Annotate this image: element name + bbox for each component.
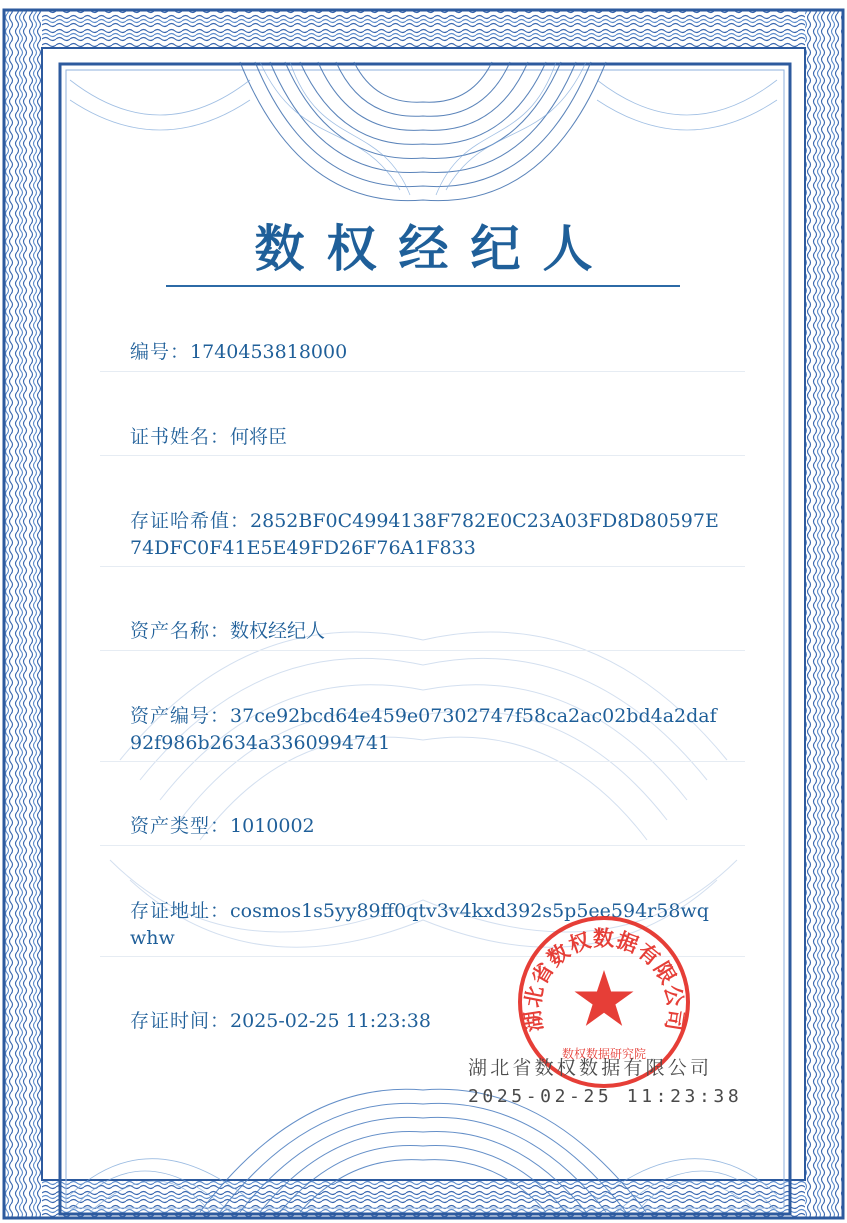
issuer-name: 湖北省数权数据有限公司 xyxy=(468,1057,713,1079)
seal-star-icon xyxy=(575,970,634,1026)
field-label: 证书姓名 ： xyxy=(130,426,230,448)
field-label: 资产编号 ： xyxy=(130,705,230,727)
field-asset-id xyxy=(130,703,720,757)
field-hash xyxy=(130,508,720,562)
issue-date: 2025-02-25 11:23:38 xyxy=(468,1086,743,1107)
field-label: 资产类型 ： xyxy=(130,815,230,837)
field-value: 37ce92bcd64e459e07302747f58ca2ac02bd4a2daf92f986b2634a3360994741 xyxy=(130,705,717,754)
title-underline xyxy=(166,285,680,287)
field-holder-name xyxy=(130,424,720,451)
field-value: 数权经纪人 xyxy=(230,620,326,642)
field-value: 2025-02-25 11:23:38 xyxy=(230,1010,431,1032)
separator xyxy=(100,566,745,567)
field-label: 存证地址 ： xyxy=(130,900,230,922)
separator xyxy=(100,845,745,846)
certificate-title: 数权经纪人 xyxy=(254,220,615,278)
separator xyxy=(100,371,745,372)
seal-bottom-text: 数权数据研究院 xyxy=(561,1047,647,1061)
field-value: cosmos1s5yy89ff0qtv3v4kxd392s5p5ee594r58wqwhw xyxy=(130,900,709,949)
field-serial-number xyxy=(130,339,720,366)
separator xyxy=(100,455,745,456)
field-value: 2852BF0C4994138F782E0C23A03FD8D80597E74DFC0F41E5E49FD26F76A1F833 xyxy=(130,510,719,559)
field-value: 1740453818000 xyxy=(190,341,348,363)
field-label: 存证时间 ： xyxy=(130,1010,230,1032)
separator xyxy=(100,761,745,762)
field-asset-name xyxy=(130,618,720,645)
separator xyxy=(100,650,745,651)
field-asset-type xyxy=(130,813,720,840)
field-value: 1010002 xyxy=(230,815,315,837)
field-value: 何将臣 xyxy=(230,426,288,448)
field-label: 存证哈希值 ： xyxy=(130,510,250,532)
field-label: 编号 ： xyxy=(130,341,190,363)
field-label: 资产名称 ： xyxy=(130,620,230,642)
seal-ring-text: 湖北省数权数据有限公司 xyxy=(519,925,689,1034)
